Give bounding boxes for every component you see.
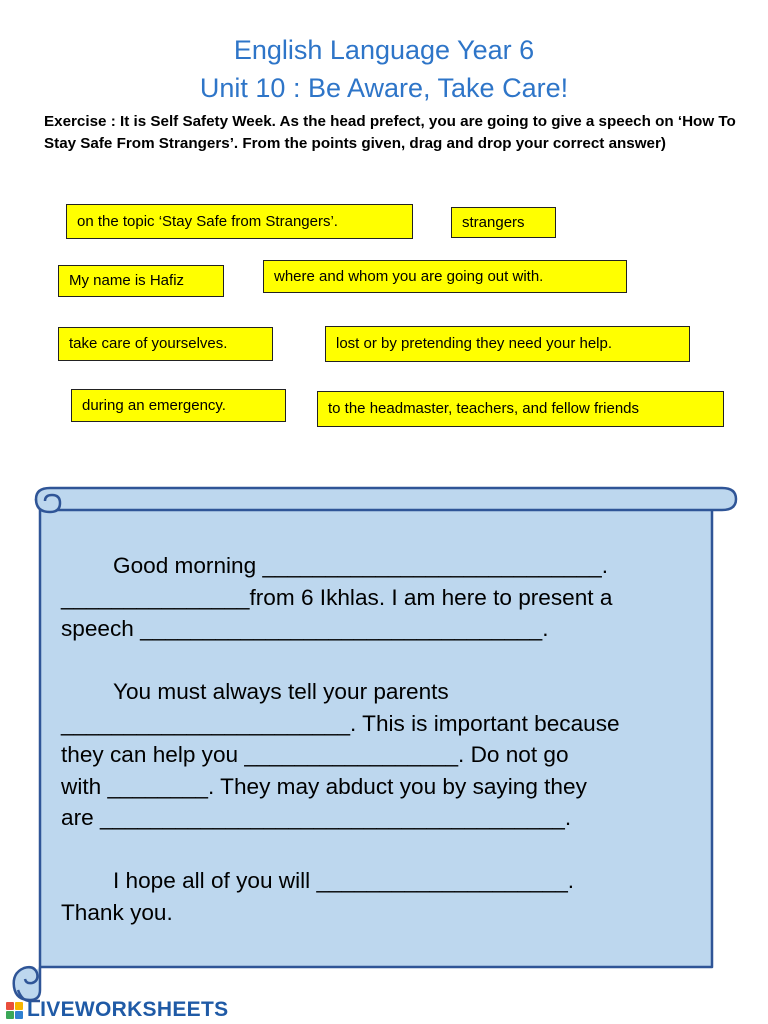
passage-text: .	[601, 553, 609, 578]
passage-text: . This is important because	[350, 710, 620, 736]
passage-text: they can help you	[61, 742, 245, 767]
exercise-instructions: Exercise : It is Self Safety Week. As the head prefect, you are going to give a speech on ‘How To Stay Safe From Strangers’. From the points given, drag and drop your correct answer)	[44, 113, 736, 152]
passage-text: .	[542, 616, 549, 641]
drop-blank-2[interactable]: _______________	[61, 584, 250, 610]
passage-text: .	[564, 805, 572, 830]
drop-blank-5[interactable]: _________________	[244, 742, 459, 767]
chip-label: on the topic ‘Stay Safe from Strangers’.	[77, 212, 338, 230]
passage-line	[61, 708, 701, 740]
drop-blank-4[interactable]: _______________________	[61, 710, 351, 736]
chip-label: lost or by pretending they need your help.	[336, 335, 613, 352]
page-title-line1: English Language Year 6	[233, 35, 535, 65]
passage-text: with	[61, 773, 108, 799]
passage-line	[61, 676, 701, 708]
passage-text: Thank you.	[61, 899, 173, 925]
passage-text: You must always tell your parents	[113, 679, 449, 704]
chip-label: strangers	[462, 213, 525, 231]
passage-text: are	[61, 805, 100, 830]
chip-label: to the headmaster, teachers, and fellow friends	[328, 400, 640, 417]
passage-line	[61, 582, 701, 614]
passage-line	[61, 613, 701, 645]
passage-text: . Do not go	[458, 742, 569, 767]
brand-name: LIVEWORKSHEETS	[27, 998, 229, 1021]
passage-line	[61, 865, 701, 897]
drop-blank-7[interactable]: _____________________________________	[99, 805, 565, 830]
passage-text: Good morning	[113, 553, 263, 578]
chip-label: My name is Hafiz	[69, 272, 185, 289]
speech-passage	[61, 550, 701, 928]
page-title-line2: Unit 10 : Be Aware, Take Care!	[199, 73, 569, 103]
passage-text: I hope all of you will	[113, 868, 317, 893]
passage-line	[61, 550, 701, 582]
passage-text: speech	[61, 616, 141, 641]
passage-text: . They may abduct you by saying they	[208, 773, 587, 799]
chip-label: where and whom you are going out with.	[274, 267, 544, 285]
passage-text: .	[567, 868, 575, 893]
drop-blank-8[interactable]: ____________________	[316, 868, 568, 893]
drop-blank-6[interactable]: ________	[107, 773, 208, 799]
drop-blank-3[interactable]: ________________________________	[140, 616, 543, 641]
liveworksheets-logo[interactable]	[6, 997, 228, 1023]
chip-label: take care of yourselves.	[69, 335, 228, 352]
passage-line	[61, 802, 701, 834]
passage-line	[61, 739, 701, 771]
passage-line	[61, 897, 701, 929]
passage-text: from 6 Ikhlas. I am here to present a	[249, 584, 613, 610]
chip-label: during an emergency.	[82, 396, 226, 414]
passage-line	[61, 771, 701, 803]
liveworksheets-logo-icon	[6, 1002, 23, 1019]
drop-blank-1[interactable]: ___________________________	[262, 553, 602, 578]
